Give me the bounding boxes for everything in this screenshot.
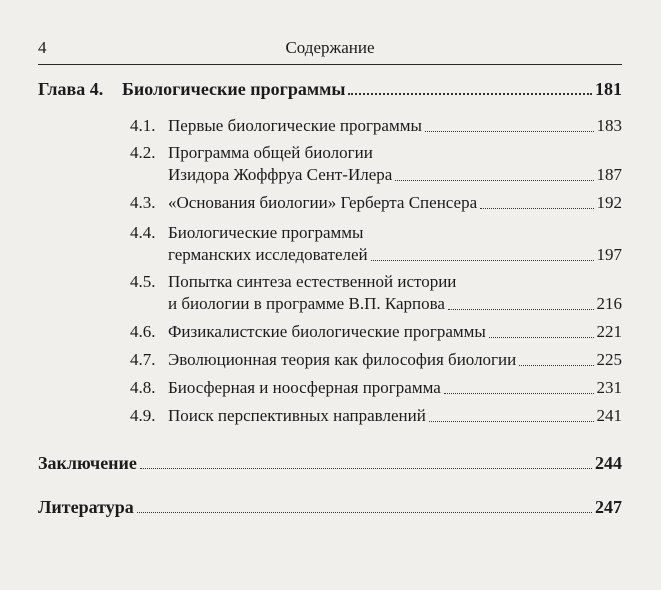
leader-dots	[395, 180, 593, 181]
section-title: Поиск перспективных направлений	[168, 406, 426, 425]
section-number: 4.2.	[130, 143, 156, 162]
section-number: 4.9.	[130, 406, 156, 425]
header-rule	[38, 64, 622, 65]
section-number: 4.5.	[130, 272, 156, 291]
section-page: 216	[596, 294, 622, 313]
toc-entry-4-8[interactable]	[130, 377, 622, 399]
leader-dots	[489, 337, 594, 338]
section-number: 4.3.	[130, 193, 156, 212]
leader-dots	[348, 93, 592, 95]
endmatter-title: Заключение	[38, 453, 137, 473]
toc-entry-4-9[interactable]	[130, 405, 622, 427]
section-title: Эволюционная теория как философия биологии	[168, 350, 517, 369]
section-page: 221	[596, 322, 622, 341]
section-title-line1: Программа общей биологии	[168, 143, 373, 162]
endmatter-title: Литература	[38, 497, 134, 517]
leader-dots	[137, 512, 592, 513]
section-title: «Основания биологии» Герберта Спенсера	[168, 193, 478, 212]
section-number: 4.8.	[130, 378, 156, 397]
toc-entry-4-6[interactable]	[130, 321, 622, 343]
section-page: 231	[596, 378, 622, 397]
section-page: 192	[596, 193, 622, 212]
leader-dots	[519, 365, 593, 366]
section-title-line1: Попытка синтеза естественной истории	[168, 272, 457, 291]
toc-entry-4-5[interactable]	[130, 271, 622, 315]
section-page: 197	[596, 245, 622, 264]
leader-dots	[444, 393, 594, 394]
leader-dots	[371, 260, 594, 261]
toc-entry-4-7[interactable]	[130, 349, 622, 371]
section-number: 4.7.	[130, 350, 156, 369]
chapter-label: Глава 4.	[38, 79, 104, 99]
chapter-page: 181	[595, 79, 622, 99]
section-title-line2: Изидора Жоффруа Сент-Илера	[168, 165, 393, 184]
section-title-line2: и биологии в программе В.П. Карпова	[168, 294, 445, 313]
section-number: 4.6.	[130, 322, 156, 341]
leader-dots	[480, 208, 593, 209]
chapter-title: Биологические программы	[122, 79, 346, 99]
running-title: Содержание	[285, 38, 375, 57]
page-header	[38, 36, 622, 60]
leader-dots	[448, 309, 594, 310]
toc-entry-literature[interactable]	[38, 496, 622, 518]
toc-entry-4-3[interactable]	[130, 192, 622, 214]
section-title-line1: Биологические программы	[168, 223, 364, 242]
leader-dots	[429, 421, 594, 422]
toc-entry-4-1[interactable]	[130, 115, 622, 137]
page-number: 4	[38, 38, 47, 57]
leader-dots	[140, 468, 592, 469]
section-title: Первые биологические программы	[168, 116, 422, 135]
endmatter-page: 247	[595, 497, 622, 517]
section-page: 187	[596, 165, 622, 184]
section-number: 4.4.	[130, 223, 156, 242]
endmatter-page: 244	[595, 453, 622, 473]
section-page: 225	[596, 350, 622, 369]
section-page: 241	[596, 406, 622, 425]
section-page: 183	[596, 116, 622, 135]
section-title: Биосферная и ноосферная программа	[168, 378, 441, 397]
section-title-line2: германских исследователей	[168, 245, 368, 264]
toc-entry-4-4[interactable]	[130, 222, 622, 266]
toc-entry-chapter-4[interactable]	[38, 78, 622, 100]
leader-dots	[425, 131, 594, 132]
section-number: 4.1.	[130, 116, 156, 135]
toc-entry-4-2[interactable]	[130, 142, 622, 186]
toc-entry-conclusion[interactable]	[38, 452, 622, 474]
section-title: Физикалистские биологические программы	[168, 322, 486, 341]
